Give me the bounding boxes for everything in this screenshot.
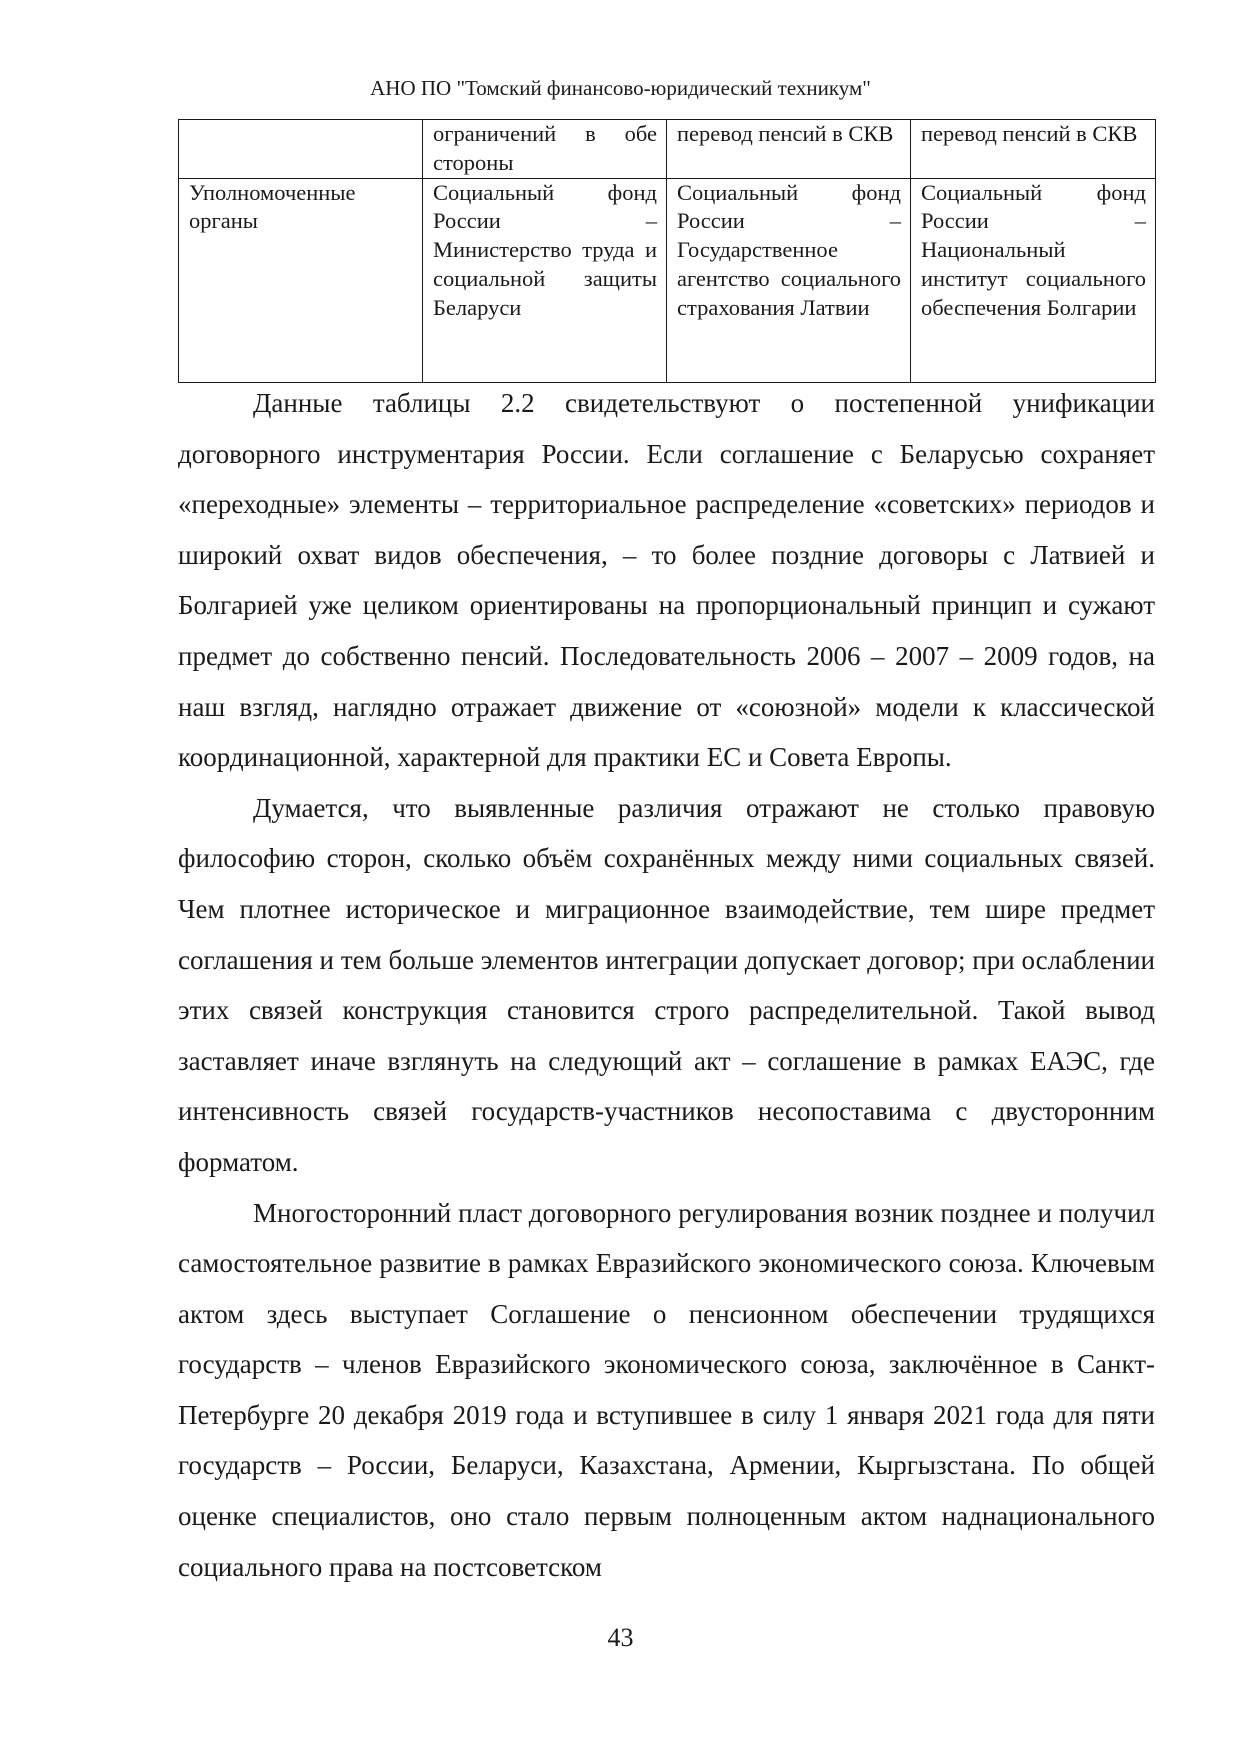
- paragraph: Многосторонний пласт договорного регулирования возник позднее и получил самостоятельное развитие в рамках Евразийского экономического союза. Ключевым актом здесь выступает Соглашение о пенсионном обеспечении трудящихся государств – членов Евразийского экономического союза, заключённое в Санкт-Петербурге 20 декабря 2019 года и вступившее в силу 1 января 2021 года для пяти государств – России, Беларуси, Казахстана, Армении, Кыргызстана. По общей оценке специалистов, оно стало первым полноценным актом наднационального социального права на постсоветском: [178, 1197, 1155, 1582]
- page-number: 43: [607, 1623, 634, 1652]
- table-cell: ограничений в обе стороны: [423, 120, 667, 179]
- table-row: [179, 120, 1156, 179]
- table-row: [179, 178, 1156, 382]
- body-text: [178, 378, 1155, 1592]
- table-cell: [179, 120, 423, 179]
- table-row-label: Уполномоченные органы: [179, 178, 423, 382]
- paragraph: Данные таблицы 2.2 свидетельствуют о постепенной унификации договорного инструментария России. Если соглашение с Беларусью сохраняет «переходные» элементы – территориальное распределение «советских» периодов и широкий охват видов обеспечения, – то более поздние договоры с Латвией и Болгарией уже целиком ориентированы на пропорциональный принцип и сужают предмет до собственно пенсий. Последовательность 2006 – 2007 – 2009 годов, на наш взгляд, наглядно отражает движение от «союзной» модели к классической координационной, характерной для практики ЕС и Совета Европы.: [178, 388, 1155, 773]
- table-cell: Социальный фонд России – Министерство труда и социальной защиты Беларуси: [423, 178, 667, 382]
- table-cell: перевод пенсий в СКВ: [911, 120, 1156, 179]
- table-cell: Социальный фонд России – Национальный институт социального обеспечения Болгарии: [911, 178, 1156, 382]
- table-cell: Социальный фонд России – Государственное агентство социального страхования Латвии: [667, 178, 911, 382]
- paragraph: Думается, что выявленные различия отражают не столько правовую философию сторон, сколько объём сохранённых между ними социальных связей. Чем плотнее историческое и миграционное взаимодействие, тем шире предмет соглашения и тем больше элементов интеграции допускает договор; при ослаблении этих связей конструкция становится строго распределительной. Такой вывод заставляет иначе взглянуть на следующий акт – соглашение в рамках ЕАЭС, где интенсивность связей государств-участников несопоставима с двусторонним форматом.: [178, 792, 1155, 1177]
- table-cell: перевод пенсий в СКВ: [667, 120, 911, 179]
- comparison-table-continuation: [178, 119, 1156, 383]
- running-header: АНО ПО "Томский финансово-юридический техникум": [370, 76, 871, 100]
